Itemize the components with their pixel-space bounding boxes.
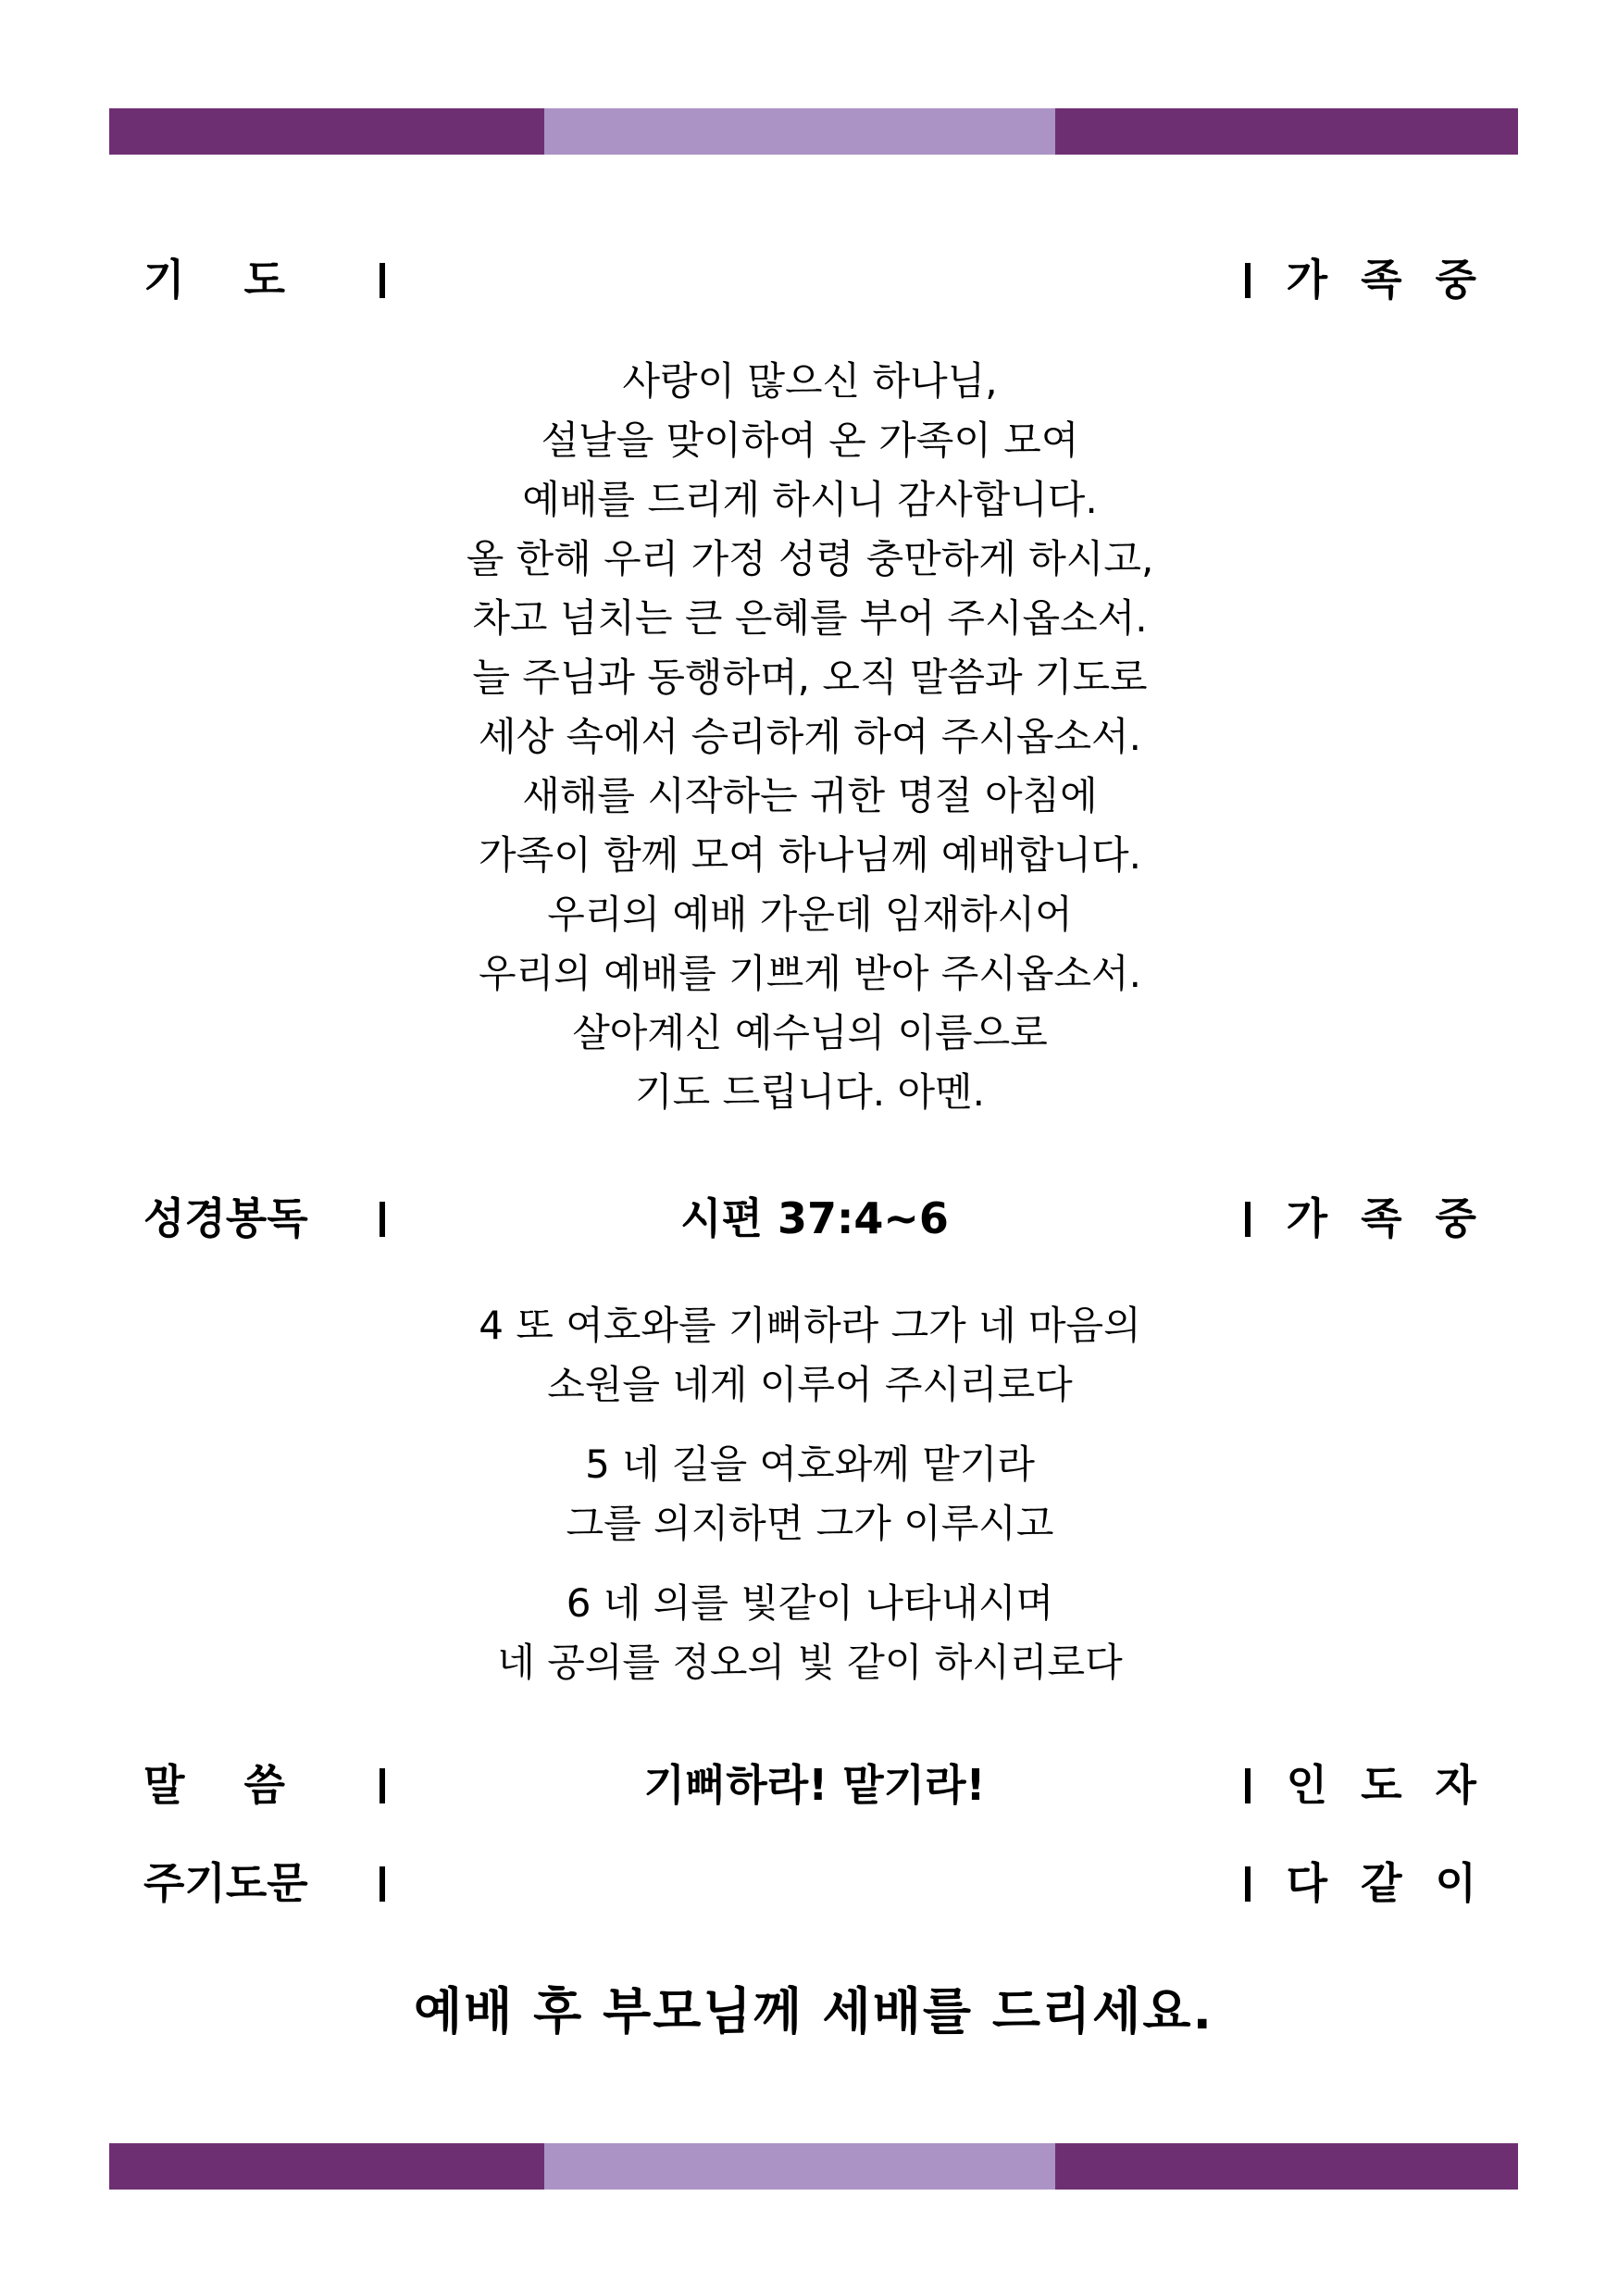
separator-right [1245, 263, 1251, 298]
bar-segment-light [544, 108, 1055, 155]
prayer-line: 우리의 예배를 기쁘게 받아 주시옵소서. [479, 951, 1141, 996]
prayer-heading-row [143, 243, 1486, 317]
prayer-text [241, 352, 1379, 1122]
prayer-line: 기도 드립니다. 아멘. [635, 1069, 985, 1115]
prayer-line: 새해를 시작하는 귀한 명절 아침에 [522, 773, 1098, 818]
scripture-verse [241, 1574, 1379, 1692]
verse-line: 5 네 길을 여호와께 맡기라 [585, 1441, 1035, 1487]
separator-right [1245, 1768, 1251, 1803]
bar-segment-dark [1055, 108, 1518, 155]
verse-line: 소원을 네게 이루어 주시리로다 [547, 1362, 1073, 1407]
prayer-line: 가족이 함께 모여 하나님께 예배합니다. [479, 832, 1141, 878]
prayer-line: 예배를 드리게 하시니 감사합니다. [522, 477, 1098, 522]
prayer-line: 살아계신 예수님의 이름으로 [572, 1010, 1048, 1055]
separator-left [380, 1866, 385, 1902]
separator-right [1245, 1866, 1251, 1902]
bar-segment-dark [109, 2143, 544, 2190]
prayer-line: 세상 속에서 승리하게 하여 주시옵소서. [479, 714, 1141, 759]
prayer-line: 차고 넘치는 큰 은혜를 부어 주시옵소서. [472, 595, 1148, 641]
scripture-verse [241, 1435, 1379, 1554]
top-decorative-bar [109, 108, 1518, 155]
scripture-verse [241, 1296, 1379, 1415]
scripture-reference: 시편 37:4~6 [680, 1193, 949, 1243]
bar-segment-dark [1055, 2143, 1518, 2190]
verse-line: 4 또 여호와를 기뻐하라 그가 네 마음의 [479, 1303, 1141, 1348]
prayer-label: 기 도 [143, 255, 285, 305]
sermon-leader: 인 도 자 [1286, 1760, 1486, 1810]
verse-line: 6 네 의를 빛같이 나타내시며 [566, 1580, 1054, 1626]
lords-prayer-label: 주기도문 [143, 1858, 308, 1908]
verse-line: 그를 의지하면 그가 이루시고 [566, 1501, 1054, 1546]
prayer-line: 설날을 맞이하여 온 가족이 모여 [541, 418, 1079, 463]
prayer-line: 사랑이 많으신 하나님, [622, 358, 998, 404]
lords-prayer-heading-row [143, 1846, 1486, 1920]
verse-line: 네 공의를 정오의 빛 같이 하시리로다 [497, 1640, 1123, 1685]
sermon-title: 기뻐하라! 맡기라! [643, 1760, 986, 1810]
scripture-label: 성경봉독 [143, 1193, 308, 1243]
bar-segment-light [544, 2143, 1055, 2190]
scripture-leader: 가 족 중 [1286, 1193, 1486, 1243]
sermon-heading-row [143, 1748, 1486, 1822]
scripture-heading-row [143, 1181, 1486, 1255]
separator-left [380, 263, 385, 298]
closing-message: 예배 후 부모님께 세배를 드리세요. [413, 1982, 1214, 2040]
lords-prayer-leader: 다 같 이 [1286, 1858, 1486, 1908]
bar-segment-dark [109, 108, 544, 155]
prayer-leader: 가 족 중 [1286, 255, 1486, 305]
separator-right [1245, 1202, 1251, 1237]
prayer-line: 늘 주님과 동행하며, 오직 말씀과 기도로 [472, 655, 1148, 700]
prayer-line: 올 한해 우리 가정 성령 충만하게 하시고, [466, 536, 1154, 581]
bottom-decorative-bar [109, 2143, 1518, 2190]
prayer-line: 우리의 예배 가운데 임재하시어 [547, 892, 1073, 937]
sermon-label: 말 씀 [143, 1760, 285, 1810]
